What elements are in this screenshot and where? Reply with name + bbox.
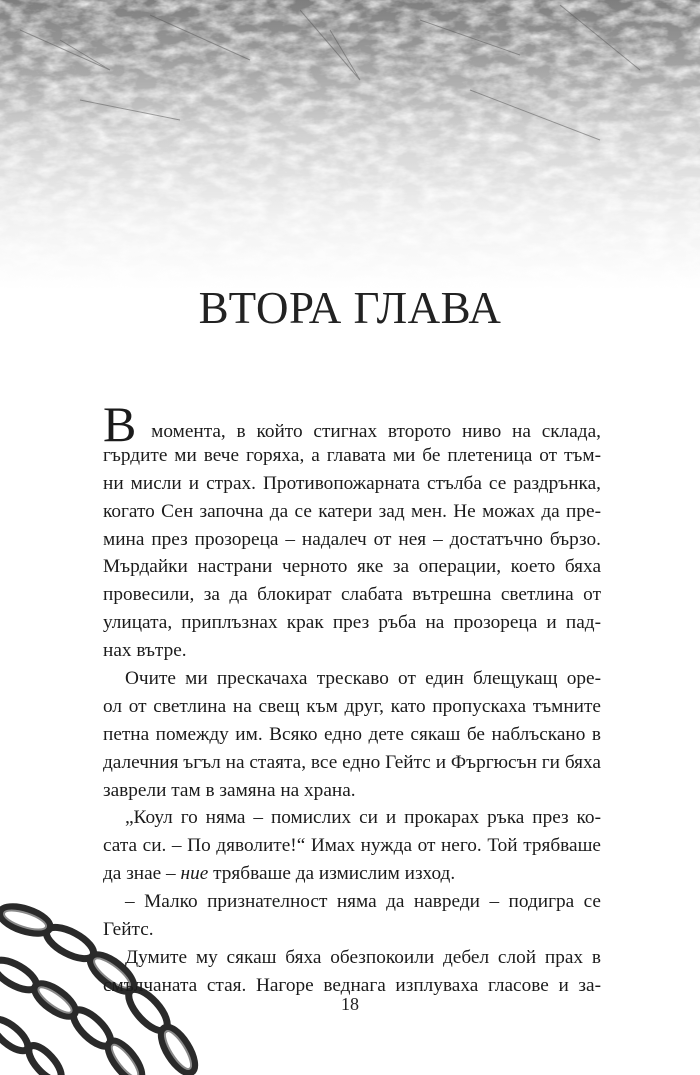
- grunge-header-texture: [0, 0, 700, 290]
- body-text: [103, 396, 601, 1000]
- emphasized-word: ние: [180, 863, 209, 885]
- text-line: Думите му сякаш бяха обезпокоили дебел слой прах в: [125, 946, 601, 968]
- page-number: 18: [341, 994, 359, 1014]
- text-line: петна помежду им. Всяко едно дете сякаш бе наблъскано в: [103, 723, 601, 745]
- text-line: В момента, в който стигнах второто ниво на склада,: [103, 396, 601, 452]
- chapter-title: ВТОРА ГЛАВА: [198, 283, 502, 333]
- text-line: Очите ми прескачаха трескаво от един блещукащ оре-: [125, 668, 601, 690]
- text-line: „Коул го няма – помислих си и прокарах ръка през ко-: [125, 807, 601, 829]
- text-line: улицата, приплъзнах крак през ръба на прозореца и пад-: [103, 612, 601, 634]
- text-line: мина през прозореца – надалеч от нея – достатъчно бързо.: [103, 528, 601, 550]
- text-line: нах вътре.: [103, 640, 187, 662]
- text-line: далечния ъгъл на стаята, все едно Гейтс и Фъргюсън ги бяха: [103, 751, 601, 773]
- text-line: сата си. – По дяволите!“ Имах нужда от него. Той трябваше: [103, 835, 601, 857]
- text-line: – Малко признателност няма да навреди – подигра се: [125, 891, 601, 913]
- text-line: гърдите ми вече горяха, а главата ми бе плетеница от тъм-: [103, 444, 601, 466]
- text-line: ол от светлина на свещ към друг, като пропускаха тъмните: [103, 695, 601, 717]
- text-line: ни мисли и страх. Противопожарната стълба се раздрънка,: [103, 472, 601, 494]
- drop-cap: В: [103, 396, 137, 452]
- text-line: да знае – ние трябваше да измислим изход.: [103, 863, 456, 885]
- text-line: заврели там в замяна на храна.: [103, 779, 356, 801]
- text-line: смълчаната стая. Нагоре веднага изплуваха гласове и за-: [103, 974, 601, 996]
- text-line: Мърдайки настрани черното яке за операции, което бяха: [103, 556, 601, 578]
- text-line: Гейтс.: [103, 919, 154, 941]
- text-line: когато Сен започна да се катери зад мен. Не можах да пре-: [103, 500, 601, 522]
- text-line: провесили, за да блокират слабата вътрешна светлина от: [103, 584, 601, 606]
